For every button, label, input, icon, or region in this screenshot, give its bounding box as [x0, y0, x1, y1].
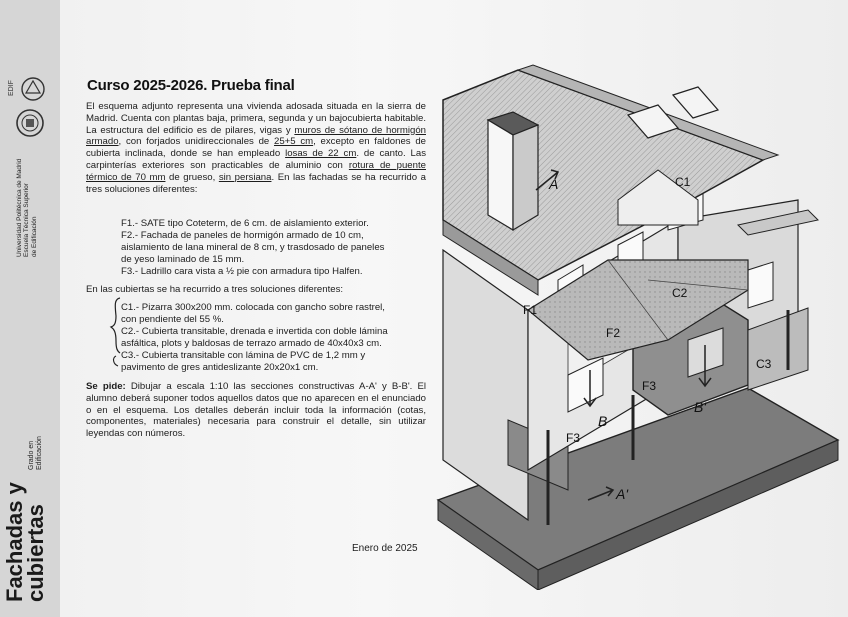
- label-b: B: [598, 413, 608, 429]
- fachada-item: F3.- Ladrillo cara vista a ½ pie con armadura tipo Halfen.: [121, 266, 363, 277]
- window: [748, 262, 773, 308]
- chimney-front: [488, 120, 513, 230]
- label-f2: F2: [606, 326, 621, 340]
- degree-line-1: Grado en: [28, 440, 35, 470]
- intro-text-5: de grueso,: [165, 171, 219, 183]
- label-a: A: [549, 176, 559, 192]
- cubierta-item: C2.- Cubierta transitable, drenada e invertida con doble lámina: [121, 326, 388, 337]
- intro-paragraph: [86, 101, 426, 195]
- label-a-prime: A': [616, 486, 629, 502]
- label-c3: C3: [756, 357, 772, 371]
- left-side-wall: [443, 250, 528, 520]
- intro-text-4: . de canto. Las carpinterías exteriores son practicables de aluminio con: [86, 148, 427, 171]
- cubierta-item: pavimento de gres antideslizante 20x20x1 cm.: [121, 362, 319, 373]
- fachada-item: F2.- Fachada de paneles de hormigón armado de 10 cm,: [121, 230, 364, 241]
- cubiertas-intro: En las cubiertas se ha recurrido a tres soluciones diferentes:: [86, 284, 344, 295]
- intro-text-2: , con forjados unidireccionales de: [118, 136, 274, 148]
- intro-underline-4: rotura de puente térmico de 70 mm: [86, 159, 426, 183]
- label-b-prime: B': [694, 399, 707, 415]
- etsem-logo-icon: [8, 78, 44, 100]
- house-axonometric-drawing: [418, 50, 848, 590]
- fachada-item: de yeso laminado de 15 mm.: [121, 254, 245, 265]
- fachada-item: F1.- SATE tipo Coteterm, de 6 cm. de aislamiento exterior.: [121, 218, 369, 229]
- cubierta-item: asfáltica, plots y baldosas de terrazo armado de 40x40x3 cm.: [121, 338, 382, 349]
- fachada-item: aislamiento de lana mineral de 8 cm, y trasdosado de paneles: [121, 242, 385, 253]
- degree-line-2: Edificación: [36, 436, 43, 470]
- cubierta-item: C3.- Cubierta transitable con lámina de PVC de 1,2 mm y: [121, 350, 366, 361]
- spine-university: [16, 159, 38, 257]
- school-line-1: Escuela Técnica Superior: [23, 183, 31, 257]
- intro-text-1: El esquema adjunto representa una vivienda adosada situada en la sierra de Madrid. Cuenta con plantas baja, primera, segunda y un bajocubierta habitable. La estructura del edificio es de pilares, vigas y: [86, 101, 426, 136]
- se-pide-text: Dibujar a escala 1:10 las secciones constructivas A-A' y B-B'. El alumno deberá suponer todos aquellos datos que no aparecen en el enunciado o en el esquema. Los detalles deberán incluir toda la información (cotas, componentes, materiales) necesaria para construir el detalle, sin utilizar leyendas con números.: [86, 381, 426, 440]
- label-f3: F3: [642, 379, 657, 393]
- spine-subject: [4, 482, 46, 602]
- university-name: Universidad Politécnica de Madrid: [16, 158, 23, 257]
- exam-date: Enero de 2025: [352, 543, 418, 554]
- intro-text-3: , excepto en faldones de cubierta inclinada, donde se han empleado: [86, 136, 426, 160]
- intro-text-6: . En las fachadas se ha recurrido a tres soluciones diferentes:: [86, 171, 426, 195]
- label-c1: C1: [675, 175, 691, 189]
- school-line-2: de Edificación: [30, 216, 38, 257]
- skylight: [673, 87, 718, 118]
- cubierta-item: C1.- Pizarra 300x200 mm. colocada con gancho sobre rastrel,: [121, 302, 385, 313]
- subject-line-1: Fachadas y: [2, 482, 27, 602]
- intro-underline-2: 25+5 cm: [273, 136, 314, 148]
- label-f3: F3: [566, 431, 581, 445]
- intro-underline-5: sin persiana: [218, 171, 272, 183]
- svg-text:EDIF: EDIF: [8, 80, 15, 96]
- spine-degree: [28, 436, 44, 470]
- se-pide-label: Se pide:: [86, 381, 126, 392]
- cubierta-item: con pendiente del 55 %.: [121, 314, 224, 325]
- subject-line-2: cubiertas: [23, 504, 48, 602]
- intro-underline-3: losas de 22 cm: [285, 148, 357, 160]
- label-c2: C2: [672, 286, 688, 300]
- se-pide-paragraph: [86, 381, 426, 440]
- document-spine: [0, 0, 61, 617]
- label-f1: F1: [523, 303, 538, 317]
- page-title: Curso 2025-2026. Prueba final: [87, 77, 295, 94]
- chimney-side: [513, 125, 538, 230]
- intro-underline-1: muros de sótano de hormigón armado: [86, 124, 426, 148]
- upm-logo-icon: [17, 110, 43, 136]
